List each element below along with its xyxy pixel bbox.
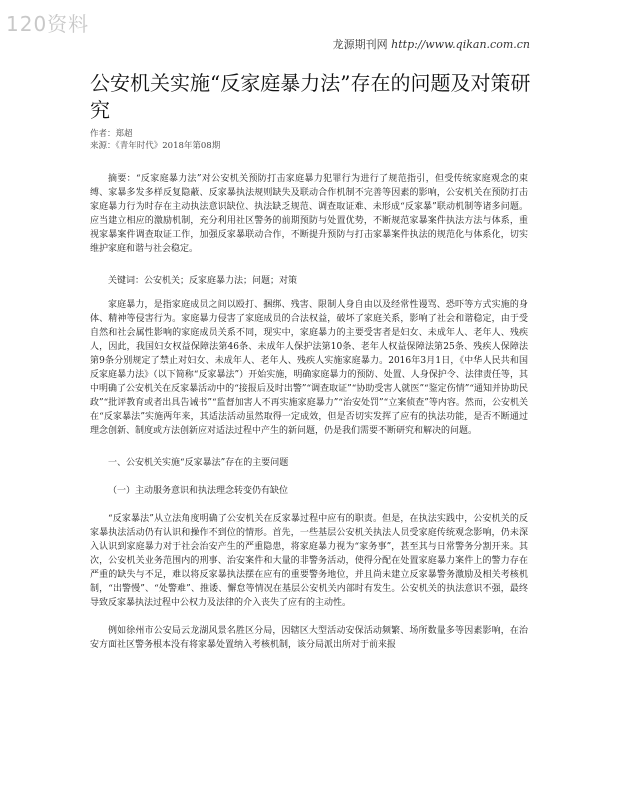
- journal-url[interactable]: http://www.qikan.com.cn: [391, 38, 530, 51]
- body-paragraph: 例如徐州市公安局云龙湖风景名胜区分局，因辖区大型活动安保活动频繁、场所数量多等因素影响，在治安方面社区警务根本没有将家暴处置纳入考核机制，该分局派出所对于前来报: [90, 626, 528, 650]
- abstract: 摘要：“反家庭暴力法”对公安机关预防打击家庭暴力犯罪行为进行了规范指引，但受传统家庭观念的束缚、家暴多发多样反复隐蔽、反家暴执法规则缺失及联动合作机制不完善等因素的影响，公安机关在预防打击家庭暴力行为时存在主动执法意识缺位、执法缺乏规范、调查取证难、未形成“反家暴”联动机制等诸多问题。应当建立相应的激励机制，充分利用社区警务的前期预防与处置优势，不断规范家暴案件执法方法与体系，重视家暴案件调查取证工作，加强反家暴联动合作，不断提升预防与打击家暴案件执法的规范化与体系化，切实维护家庭和谐与社会稳定。: [90, 174, 528, 254]
- intro-paragraph: 家庭暴力，是指家庭成员之间以殴打、捆绑、残害、限制人身自由以及经常性谩骂、恐吓等方式实施的身体、精神等侵害行为。家庭暴力侵害了家庭成员的合法权益，破坏了家庭关系，影响了社会和谐稳定，由于受自然和社会属性影响的家庭成员关系不同，现实中，家庭暴力的主要受害者是妇女、未成年人、老年人、残疾人，因此，我国妇女权益保障法第46条、未成年人保护法第10条、老年人权益保障法第25条、残疾人保障法第9条分别规定了禁止对妇女、未成年人、老年人、残疾人实施家庭暴力。2016年3月1日，《中华人民共和国反家庭暴力法》（以下简称“反家暴法”）开始实施，明确家庭暴力的预防、处置、人身保护令、法律责任等，其中明确了公安机关在反家暴活动中的“接报后及时出警”“调查取证”“协助受害人就医”“鉴定伤情”“通知并协助民政”“批评教育或者出具告诫书”“监督加害人不再实施家庭暴力”“治安处罚”“立案侦查”等内容。然而，公安机关在“反家暴法”实施两年来，其适法活动虽然取得一定成效，但是否切实发挥了应有的执法功能，是否不断通过理念创新、制度或方法创新应对适法过程中产生的新问题，仍是我们需要不断研究和解决的问题。: [90, 300, 528, 436]
- watermark: 120资料: [6, 12, 90, 36]
- subsection-heading: （一）主动服务意识和执法理念转变仍有缺位: [108, 486, 289, 496]
- article-author: 作者：郑超: [90, 129, 133, 139]
- body-paragraph: “反家暴法”从立法角度明确了公安机关在反家暴过程中应有的职责。但是，在执法实践中，公安机关的反家暴执法活动仍有认识和操作不到位的情形。首先，一些基层公安机关执法人员受家庭传统观念影响，仍未深入认识到家庭暴力对于社会治安产生的严重隐患，将家庭暴力视为“家务事”，甚至其与日常警务分割开来。其次，公安机关业务范围内的刑事、治安案件和大量的非警务活动，使得分配在处置家庭暴力案件上的警力存在严重的缺失与不足，难以将反家暴执法摆在应有的重要警务地位，并且尚未建立反家暴警务激励及相关考核机制，“出警慢”、“处警难”、推诿、懈怠等情况在基层公安机关内部时有发生。公安机关的执法意识不强，最终导致反家暴执法过程中公权力及法律的介入丧失了应有的主动性。: [90, 514, 528, 608]
- article-meta: [90, 128, 220, 152]
- article-title: 公安机关实施“反家庭暴力法”存在的问题及对策研究: [90, 71, 531, 122]
- keywords: 关键词：公安机关；反家庭暴力法；问题；对策: [108, 276, 298, 286]
- journal-name: 龙源期刊网: [332, 38, 388, 51]
- article-source: 来源：《青年时代》2018年第08期: [90, 141, 221, 151]
- article-body: [90, 172, 528, 666]
- section-heading: 一、公安机关实施“反家暴法”存在的主要问题: [108, 458, 289, 468]
- page-header: [333, 36, 530, 52]
